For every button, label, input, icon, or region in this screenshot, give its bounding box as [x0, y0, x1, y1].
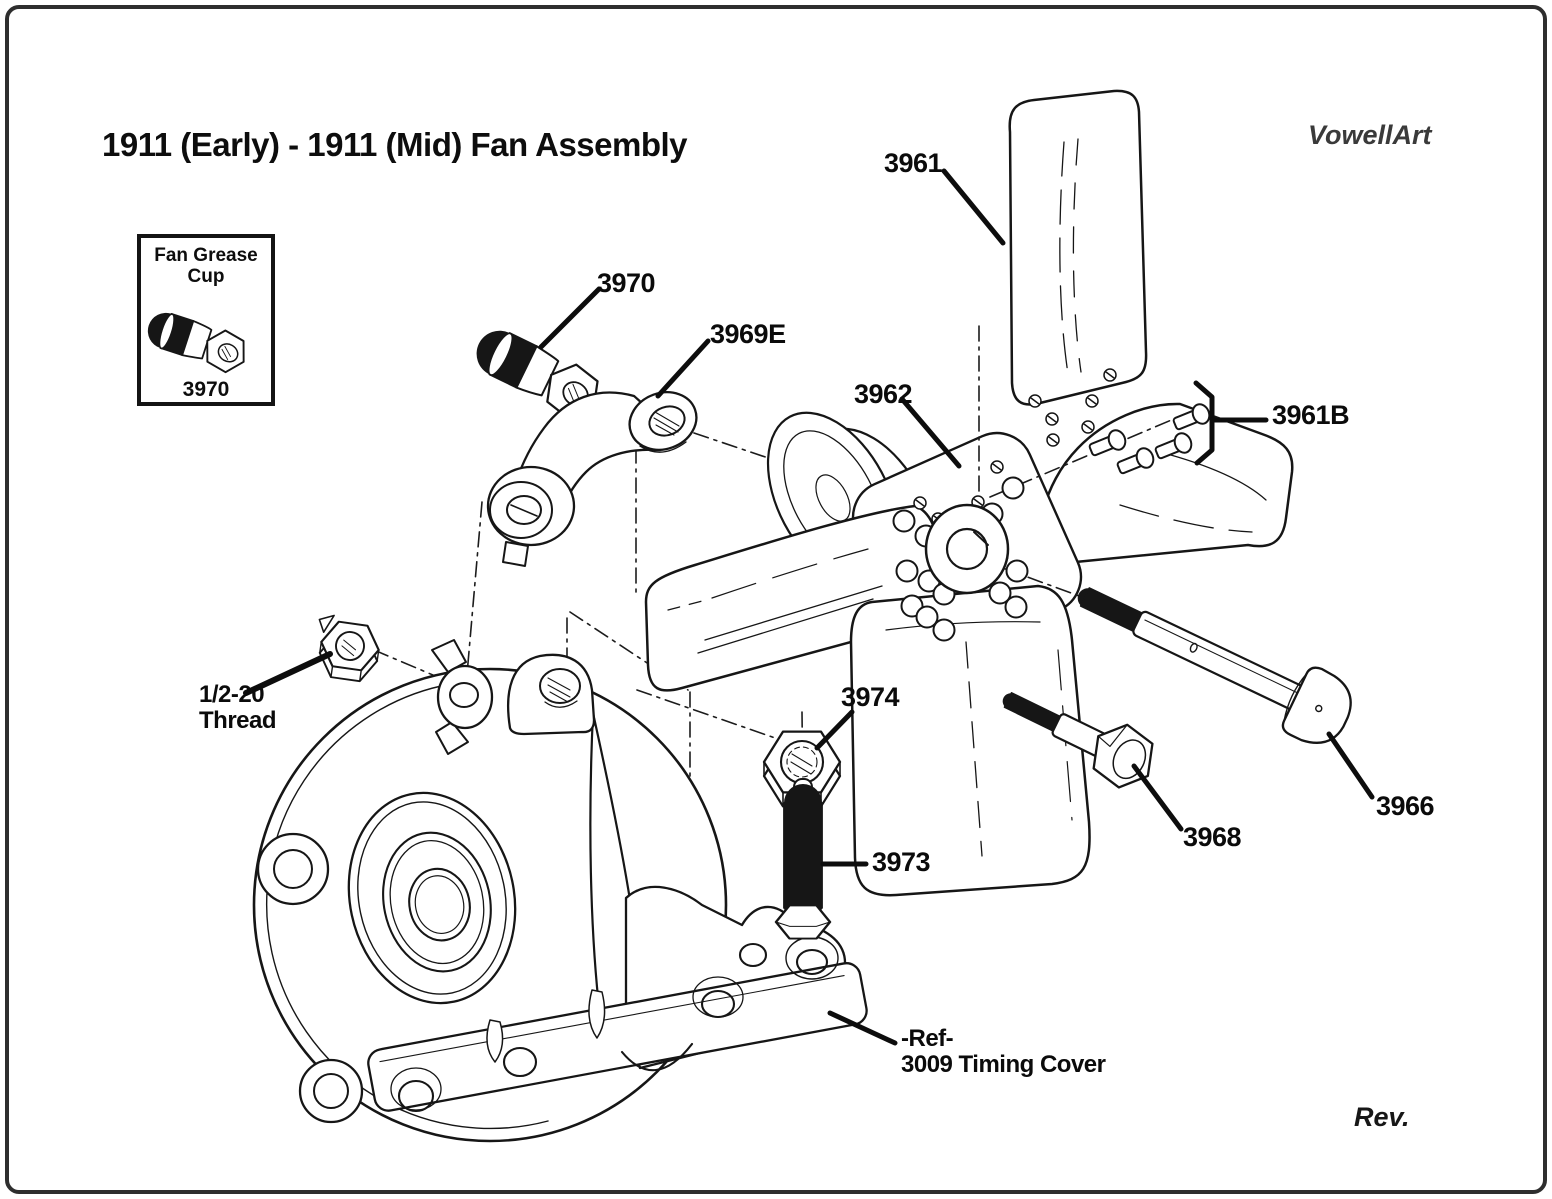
ref-note-line2: 3009 Timing Cover: [901, 1050, 1106, 1078]
grease-cup-inset: [137, 234, 275, 406]
grease-cup-icon: [145, 290, 267, 376]
part-label-stud: 3973: [872, 847, 931, 877]
fan-blade-right: [1040, 404, 1293, 565]
thread-note: [199, 682, 276, 734]
part-label-arm: 3969E: [710, 319, 786, 349]
part-label-bolt-long: 3966: [1376, 791, 1435, 821]
inset-title: Fan Grease Cup: [154, 245, 258, 288]
thread-note-line2: Thread: [199, 706, 277, 734]
ref-note: [901, 1026, 1105, 1078]
fan-arm: [488, 383, 705, 566]
hex-nut-half20: [312, 614, 383, 684]
ref-note-line1: -Ref-: [901, 1025, 954, 1052]
artist-credit: VowellArt: [1308, 120, 1432, 150]
fan-blade-top: [1010, 91, 1146, 405]
part-label-bolt-short: 3968: [1183, 822, 1242, 852]
fan-hub-boss: [926, 505, 1008, 593]
bolt-long: [1070, 564, 1362, 754]
timing-cover: [254, 640, 869, 1141]
inset-part-number: 3970: [182, 377, 230, 401]
part-label-grease-cup: 3970: [597, 268, 656, 298]
page-title: 1911 (Early) - 1911 (Mid) Fan Assembly: [102, 126, 688, 164]
part-label-fan-blade: 3961: [884, 148, 943, 178]
part-label-pulley: 3962: [854, 379, 913, 409]
part-label-rivets: 3961B: [1272, 400, 1350, 430]
thread-note-line1: 1/2-20: [199, 681, 265, 708]
part-label-nut: 3974: [841, 682, 900, 712]
stud-3973: [776, 779, 830, 939]
revision-label: Rev.: [1354, 1102, 1410, 1132]
